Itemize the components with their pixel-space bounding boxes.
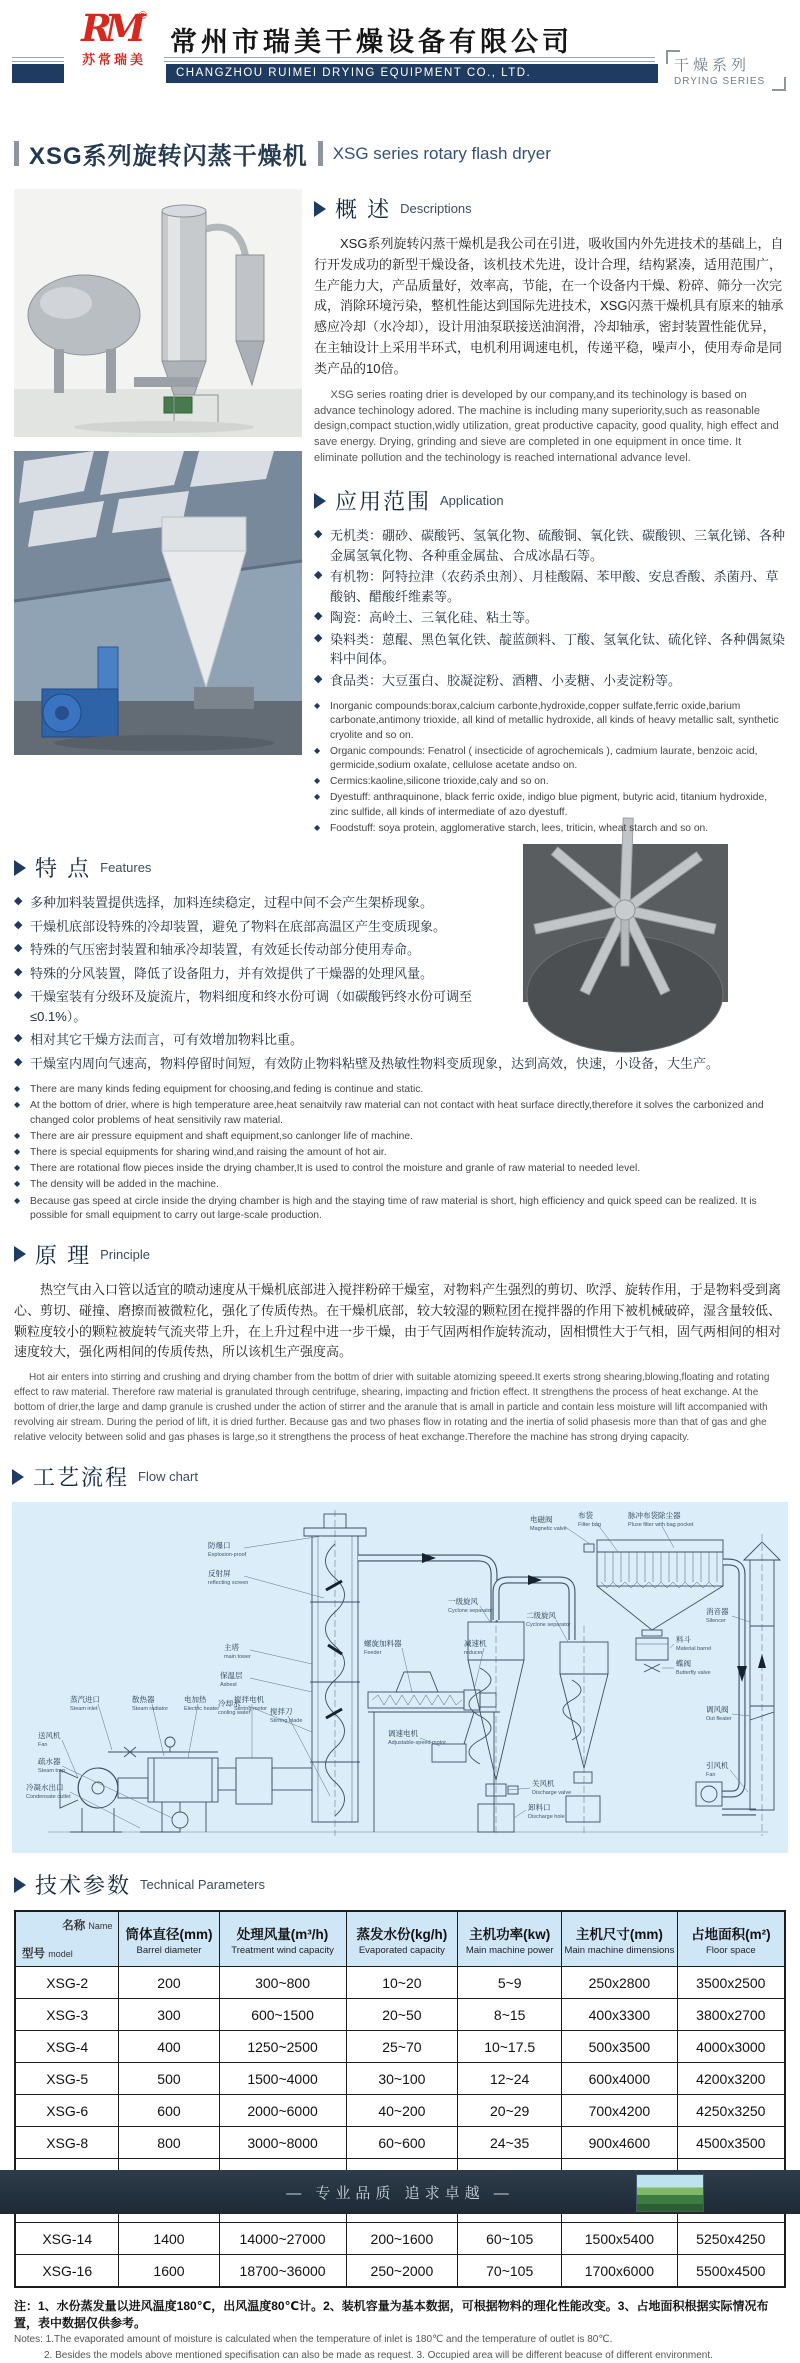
product-photo-dryer (14, 189, 302, 437)
value-cell: 20~50 (346, 1999, 458, 2031)
flow-label-en: Discharge valve (532, 1790, 572, 1797)
flow-label-en: Asbest (220, 1682, 237, 1689)
flow-label-en: Filter bag (578, 1522, 601, 1529)
feature-item-en: ◆ There are air pressure equipment and shaft equipment,so canlonger life of machine. (14, 1130, 786, 1144)
section-marker-icon (14, 1877, 26, 1893)
feature-item-en: ◆ There are many kinds feding equipment for choosing,and feding is continue and static. (14, 1083, 786, 1097)
model-cell: XSG-8 (15, 2127, 119, 2159)
flow-label-cn: 调速电机 (388, 1729, 418, 1739)
series-badge (666, 50, 786, 91)
footer-landscape-image (636, 2174, 704, 2212)
value-cell: 5250x4250 (677, 2223, 785, 2255)
value-cell: 1500~4000 (219, 2063, 346, 2095)
main-content (0, 171, 800, 838)
value-cell: 3500x2500 (677, 1967, 785, 1999)
principle-text-en: Hot air enters into stirring and crushing and drying chamber from the bottm of drier with suitable atomizing speeed.It exerts strong shearing,blowing,floating and rotating effect to raw material. Therefore raw material is granulated through centrifuge, shearing, impacting and friction effect. It strengthens the process of heat exchange. At the bottom of drier,the large and damp granule is crushed under the action of stirrer and the aranule that is amall in particle and contain less moisture will lift accompanied with revolving air stream. During the period of lift, it is dried further. Because gas and two phases flow in rotating and the inertia of solid phasesis more than that of gas and ghe relative velocity between solid and gas phases is large,so it strengthens the process of heat exchange.Therefore the machine has strong drying capacity. (14, 1372, 770, 1444)
value-cell: 1700x6000 (562, 2255, 678, 2288)
parameters-section (0, 1869, 800, 2363)
flow-label-cn: 二级旋风 (526, 1611, 556, 1621)
title-bar-icon (318, 141, 323, 166)
flow-label-en: Steam trap (38, 1768, 65, 1775)
features-heading (14, 852, 505, 883)
model-cell: XSG-14 (15, 2223, 119, 2255)
feature-item-cn: ◆ 干燥机底部设特殊的冷却装置，避免了物料在底部高温区产生变质现象。 (14, 917, 786, 937)
feature-item-cn: ◆ 特殊的气压密封装置和轴承冷却装置，有效延长传动部分使用寿命。 (14, 940, 786, 960)
section-marker-icon (12, 1469, 24, 1485)
flow-label-cn: 冷凝水出口 (26, 1783, 64, 1793)
value-cell: 25~70 (346, 2031, 458, 2063)
params-body (15, 1967, 785, 2288)
heading-cn: 概 述 (335, 197, 392, 222)
flow-label-en: Stirring motor (234, 1706, 268, 1713)
product-title (14, 136, 800, 171)
value-cell: 300 (119, 1999, 219, 2031)
value-cell: 3000~8000 (219, 2127, 346, 2159)
flow-label-en: Cyclone separator (448, 1608, 493, 1615)
heading-en: Features (100, 860, 152, 876)
value-cell: 400x3300 (562, 1999, 678, 2031)
application-item-cn: ◆ 染料类：蒽醌、黑色氧化铁、靛蓝颜料、丁酸、氢氧化钛、硫化锌、各种偶氮染料中间体。 (314, 630, 786, 669)
flowchart-heading (12, 1461, 788, 1492)
flowchart-section (0, 1461, 800, 1853)
value-cell: 500 (119, 2063, 219, 2095)
value-cell: 5500x4500 (677, 2255, 785, 2288)
flow-label-cn: 一级旋风 (448, 1597, 478, 1607)
application-item-cn: ◆ 无机类：硼砂、碳酸钙、氢氧化物、硫酸铜、氧化铁、碳酸钡、三氧化锑、各种金属氢氧化物、各种重金属盐、合成冰晶石等。 (314, 526, 786, 565)
application-item-en: ◆ Organic compounds: Fenatrol ( insecticide of agrochemicals ), cadmium laurate, benzoic acid, germicide,sodium oxalate, cellulose acetate andso on. (314, 745, 786, 773)
heading-en: Descriptions (400, 201, 472, 216)
model-cell: XSG-5 (15, 2063, 119, 2095)
header-left-block (12, 64, 64, 83)
value-cell: 30~100 (346, 2063, 458, 2095)
flow-label-cn: 消音器 (706, 1607, 729, 1617)
footer-slogan: — 专业品质 追求卓越 — (286, 2184, 514, 2202)
series-name-cn: 干燥系列 (674, 57, 751, 74)
feature-item-en: ◆ Because gas speed at circle inside the drying chamber is high and the staying time of raw material is short, high efficiency and quick speed can be realized. It is possible for small equipment to carry out large-scale production. (14, 1195, 786, 1223)
value-cell: 14000~27000 (219, 2223, 346, 2255)
series-name-en: DRYING SERIES (674, 76, 766, 87)
flow-label-cn: 引风机 (706, 1761, 729, 1771)
flow-label-cn: 散热器 (132, 1695, 155, 1705)
flow-label-cn: 保温层 (220, 1671, 243, 1681)
table-notes-en1: Notes: 1.The evaporated amount of moisture is calculated when the temperature of inlet is 180℃ and the temperature of outlet is 80℃. (14, 2334, 613, 2346)
description-text-en: XSG series roating drier is developed by our company,and its techinology is based on advance techinology adored. The machine is including many superiority,such as reasonable design,compact stuction,widly utilization, great productive capacity, good quality, high effect and save energy. Drying, grinding and sieve are completed in one equipment in once time. It eliminate pollution and the techinology is reached international advance level. (314, 388, 779, 465)
value-cell: 250~2000 (346, 2255, 458, 2288)
heading-cn: 工艺流程 (33, 1465, 130, 1491)
photo-column (14, 189, 302, 838)
column-header: 主机功率(kw) Main machine power (458, 1911, 562, 1967)
column-header: 筒体直径(mm) Barrel diameter (119, 1911, 219, 1967)
flow-label-en: Fan (38, 1742, 48, 1749)
feature-item-en: ◆ The density will be added in the machine. (14, 1178, 786, 1192)
parameters-table (14, 1910, 786, 2288)
column-header: 占地面积(m²) Floor space (677, 1911, 785, 1967)
application-item-en: ◆ Dyestuff: anthraquinone, black ferric oxide, indigo blue pigment, butyric acid, titanium hydroxide, zinc sulfide, all kinds of intermediate of azo dyestuff. (314, 791, 786, 819)
flow-label-en: Adjustable-speed motor (388, 1740, 447, 1747)
flow-label-en: Silencer (706, 1618, 726, 1625)
corner-name-label: 名称 Name (62, 1920, 113, 1933)
flow-label-cn: 蝶阀 (676, 1659, 691, 1669)
value-cell: 1600 (119, 2255, 219, 2288)
corner-model-label: 型号 model (22, 1948, 73, 1961)
table-row (15, 2223, 785, 2255)
flow-label-en: main tower (224, 1654, 251, 1661)
heading-cn: 应用范围 (335, 489, 432, 515)
flow-label-en: Cyclone separator (526, 1622, 571, 1629)
flow-label-en: Butterfly valve (676, 1670, 711, 1677)
value-cell: 10~17.5 (458, 2031, 562, 2063)
value-cell: 200 (119, 1967, 219, 1999)
application-item-cn: ◆ 食品类：大豆蛋白、胶凝淀粉、酒糟、小麦糖、小麦淀粉等。 (314, 671, 786, 691)
heading-en: Application (440, 493, 504, 509)
value-cell: 70~105 (458, 2255, 562, 2288)
flowchart-diagram (12, 1502, 788, 1853)
flow-label-cn: 疏水器 (38, 1757, 61, 1767)
feature-item-cn: ◆ 特殊的分风装置，降低了设备阻力，并有效提供了干燥器的处理风量。 (14, 964, 786, 984)
value-cell: 800 (119, 2127, 219, 2159)
value-cell: 200~1600 (346, 2223, 458, 2255)
value-cell: 60~600 (346, 2127, 458, 2159)
value-cell: 1500x5400 (562, 2223, 678, 2255)
flow-label-en: Electric heater (184, 1706, 220, 1713)
flow-label-cn: 蒸汽进口 (70, 1695, 100, 1705)
feature-item-en: ◆ There are rotational flow pieces inside the drying chamber,It is used to control the moisture and granle of raw material to needed level. (14, 1162, 786, 1176)
logo-rm-monogram-icon: RM® (81, 6, 147, 50)
flow-label-cn: 冷却水 (218, 1699, 241, 1709)
heading-cn: 原 理 (35, 1242, 92, 1268)
table-row (15, 2031, 785, 2063)
heading-en: Principle (100, 1246, 150, 1262)
params-header-row (15, 1911, 785, 1967)
flow-label-en: Steam radiator (132, 1706, 169, 1713)
descriptions-heading (314, 193, 786, 224)
section-marker-icon (14, 1246, 26, 1262)
table-row (15, 2095, 785, 2127)
model-cell: XSG-4 (15, 2031, 119, 2063)
heading-en: Technical Parameters (140, 1877, 266, 1893)
flow-label-en: Feeder (364, 1650, 382, 1657)
value-cell: 250x2800 (562, 1967, 678, 1999)
corner-header-cell (15, 1911, 119, 1967)
flowchart-svg (12, 1506, 788, 1844)
value-cell: 400 (119, 2031, 219, 2063)
principle-text-cn: 热空气由入口管以适宜的喷动速度从干燥机底部进入搅拌粉碎干燥室，对物料产生强烈的剪切、吹浮、旋转作用，于是物料受到离心、剪切、碰撞、磨擦而被微粒化，强化了传质传热。在干燥机底部，较大较湿的颗粒团在搅拌器的作用下被机械破碎，湿含量较低、颗粒度较小的颗粒被旋转气流夹带上升，在上升过程中进一步干燥，由于气固两相作旋转流动，固相惯性大于气相，固气两相间的相对速度较大，强化两相间的传质传热，所以该机生产强度高。 (14, 1281, 782, 1360)
application-item-cn: ◆ 有机物：阿特拉津（农药杀虫剂）、月桂酸隔、苯甲酸、安息香酸、杀菌丹、草酸钠、醋酸纤维素等。 (314, 567, 786, 606)
table-notes-en2: 2. Besides the models above mentioned specifisation can also be made as request. 3. Occupied area will be different beacuse of different environment. (44, 2350, 713, 2362)
value-cell: 5~9 (458, 1967, 562, 1999)
flow-label-en: Condensate outlet (26, 1794, 71, 1801)
flow-label-en: reflecting screen (208, 1580, 249, 1587)
table-row (15, 1999, 785, 2031)
model-cell: XSG-16 (15, 2255, 119, 2288)
principle-section (0, 1239, 800, 1445)
value-cell: 10~20 (346, 1967, 458, 1999)
product-photo-workshop (14, 451, 302, 755)
value-cell: 60~105 (458, 2223, 562, 2255)
model-cell: XSG-2 (15, 1967, 119, 1999)
heading-cn: 技术参数 (35, 1873, 132, 1899)
flow-label-cn: 调风阀 (706, 1705, 729, 1715)
flow-label-cn: 减速机 (464, 1639, 487, 1649)
application-item-en: ◆ Cermics:kaoline,silicone trioxide,caly and so on. (314, 775, 786, 789)
flow-label-cn: 布袋 (578, 1511, 593, 1521)
heading-cn: 特 点 (35, 856, 92, 882)
text-column (314, 189, 790, 838)
flow-label-cn: 反射屏 (208, 1569, 231, 1579)
feature-item-cn: ◆ 干燥室内周向气速高，物料停留时间短，有效防止物料粘壁及热敏性物料变质现象，达到高效，快速，小设备，大生产。 (14, 1054, 786, 1074)
flow-label-en: Material barrel (676, 1646, 712, 1653)
flow-label-en: Magnetic valve (530, 1526, 567, 1533)
flow-label-en: Fan (706, 1772, 716, 1779)
value-cell: 1250~2500 (219, 2031, 346, 2063)
value-cell: 12~24 (458, 2063, 562, 2095)
flow-label-en: Discharge hole (528, 1814, 565, 1821)
flow-label-cn: 主塔 (224, 1643, 239, 1653)
title-bar-icon (14, 141, 19, 166)
flow-label-cn: 电加热 (184, 1695, 207, 1705)
value-cell: 4500x3500 (677, 2127, 785, 2159)
description-text-cn: XSG系列旋转闪蒸干燥机是我公司在引进，吸收国内外先进技术的基础上，自行开发成功的新型干燥设备，该机技术先进，设计合理，结构紧凑，适用范围广，生产能力大，产品质量好，效率高，节能，在一个设备内干燥、粉碎、筛分一次完成，消除环境污染，整机性能达到国际先进技术，XSG闪蒸干燥机具有原来的轴承感应冷却（水冷却），设计用油泵联接送油润滑，冷却轴承，密封装置性能优异，在主轴设计上采用半环式，电机利用调速电机，传递平稳，噪声小，使用寿命是同类产品的10倍。 (314, 236, 784, 376)
flow-label-cn: 搅拌刀 (270, 1707, 293, 1717)
section-marker-icon (314, 201, 326, 217)
application-item-cn: ◆ 陶瓷：高岭土、三氧化硅、粘土等。 (314, 608, 786, 628)
application-list-en (314, 700, 786, 836)
features-list-en (14, 1083, 786, 1223)
flow-label-en: reducer (464, 1650, 483, 1657)
feature-item-cn: ◆ 多种加料装置提供选择，加料连续稳定，过程中间不会产生架桥现象。 (14, 893, 786, 913)
logo-subtext: 苏常瑞美 (81, 52, 146, 67)
principle-heading (14, 1239, 786, 1270)
value-cell: 600~1500 (219, 1999, 346, 2031)
value-cell: 4200x3200 (677, 2063, 785, 2095)
value-cell: 4000x3000 (677, 2031, 785, 2063)
value-cell: 3800x2700 (677, 1999, 785, 2031)
table-row (15, 2063, 785, 2095)
flow-label-en: Pluse filter with bag pocket (628, 1522, 694, 1529)
parameters-heading (14, 1869, 786, 1900)
flow-label-en: Steam inlet (70, 1706, 98, 1713)
table-row (15, 2127, 785, 2159)
company-logo (64, 6, 164, 68)
section-marker-icon (14, 860, 26, 876)
company-name-en-bar: CHANGZHOU RUIMEI DRYING EQUIPMENT CO., LTD. (166, 64, 658, 83)
value-cell: 2000~6000 (219, 2095, 346, 2127)
feature-item-en: ◆ There is special equipments for sharing wind,and raising the amount of hot air. (14, 1146, 786, 1160)
flow-label-cn: 电磁阀 (530, 1515, 553, 1525)
column-header: 蒸发水份(kg/h) Evaporated capacity (346, 1911, 458, 1967)
features-section (0, 852, 800, 1223)
value-cell: 600 (119, 2095, 219, 2127)
value-cell: 500x3500 (562, 2031, 678, 2063)
value-cell: 40~200 (346, 2095, 458, 2127)
flow-label-cn: 送风机 (38, 1731, 61, 1741)
flow-label-cn: 螺旋加料器 (364, 1639, 402, 1649)
value-cell: 20~29 (458, 2095, 562, 2127)
product-title-en: XSG series rotary flash dryer (332, 143, 551, 163)
flow-label-cn: 卸料口 (528, 1803, 551, 1813)
value-cell: 24~35 (458, 2127, 562, 2159)
company-name-cn: 常州市瑞美干燥设备有限公司 (170, 27, 573, 58)
flow-label-cn: 料斗 (676, 1635, 691, 1645)
value-cell: 1400 (119, 2223, 219, 2255)
table-row (15, 2255, 785, 2288)
value-cell: 18700~36000 (219, 2255, 346, 2288)
value-cell: 4250x3250 (677, 2095, 785, 2127)
flow-label-cn: 脉冲布袋除尘器 (628, 1511, 681, 1521)
page-header (0, 0, 800, 92)
application-item-en: ◆ Inorganic compounds:borax,calcium carbonte,hydroxide,copper sulfate,ferric oxide,barium carbonate,antimony trioxide, all kind of metallic hydroxide, all kinds of heavy metallic salt, synthetic cryolite and so on. (314, 700, 786, 743)
feature-item-en: ◆ At the bottom of drier, where is high temperature aree,heat senaitvily raw material can not contact with heat surface directly,therefore it solves the carbonized and changed color problems of heat sensitivily raw material. (14, 1099, 786, 1127)
column-header: 处理风量(m³/h) Treatment wind capacity (219, 1911, 346, 1967)
value-cell: 600x4000 (562, 2063, 678, 2095)
value-cell: 700x4200 (562, 2095, 678, 2127)
application-heading (314, 485, 786, 516)
section-marker-icon (314, 493, 326, 509)
feature-item-cn: ◆ 相对其它干燥方法而言，可有效增加物料比重。 (14, 1030, 786, 1050)
value-cell: 8~15 (458, 1999, 562, 2031)
flow-label-en: Out fleater (706, 1716, 732, 1723)
heading-en: Flow chart (138, 1469, 198, 1485)
flow-label-en: Stirring blade (270, 1718, 303, 1725)
application-item-en: ◆ Foodstuff: soya protein, agglomerative starch, lees, triticin, wheat starch and so on. (314, 822, 786, 836)
flow-label-cn: 防爆口 (208, 1541, 231, 1551)
flow-label-cn: 关风机 (532, 1779, 555, 1789)
product-title-cn: XSG系列旋转闪蒸干燥机 (29, 143, 308, 170)
value-cell: 900x4600 (562, 2127, 678, 2159)
page-footer (0, 2170, 800, 2214)
flow-label-en: Explosion-proof (208, 1552, 247, 1559)
model-cell: XSG-6 (15, 2095, 119, 2127)
model-cell: XSG-3 (15, 1999, 119, 2031)
table-notes-cn: 注：1、水份蒸发量以进风温度180℃，出风温度80℃计。2、装机容量为基本数据，可根据物料的理化性能改变。3、占地面积根据实际情况布置，表中数据仅供参考。 (14, 2299, 769, 2331)
application-list-cn (314, 526, 786, 690)
flow-label-en: cooling water (218, 1710, 251, 1717)
value-cell: 300~800 (219, 1967, 346, 1999)
column-header: 主机尺寸(mm) Main machine dimensions (562, 1911, 678, 1967)
feature-item-cn: ◆ 干燥室装有分级环及旋流片，物料细度和终水份可调（如碳酸钙终水份可调至≤0.1%）。 (14, 987, 786, 1026)
table-row (15, 1967, 785, 1999)
flow-label-cn: 搅拌电机 (234, 1695, 264, 1705)
